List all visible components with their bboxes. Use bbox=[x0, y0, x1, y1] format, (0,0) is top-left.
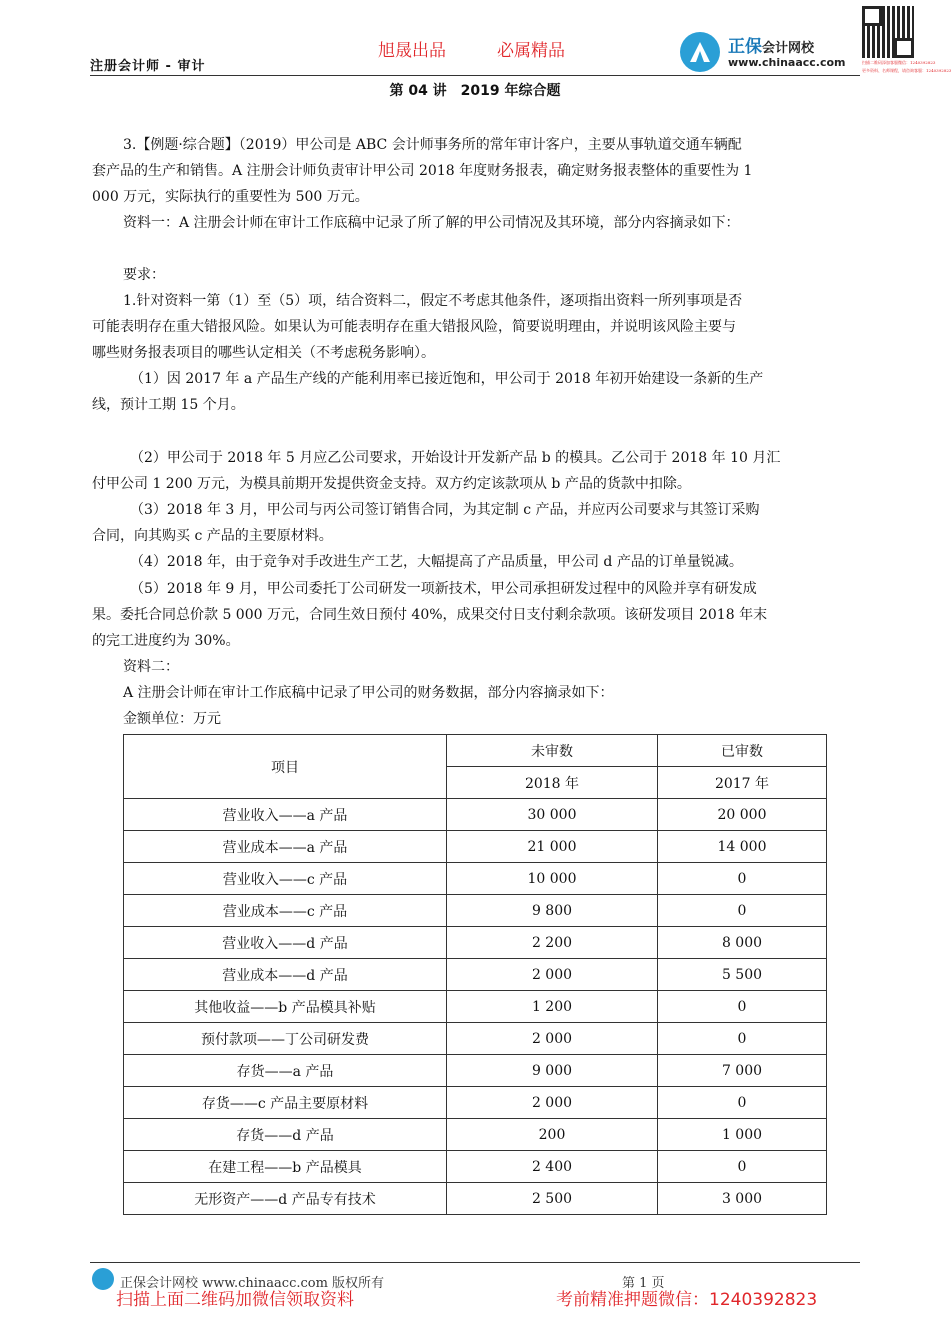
paragraph-line: 哪些财务报表项目的哪些认定相关（不考虑税务影响）。 bbox=[92, 345, 435, 361]
paragraph-line: 3.【例题·综合题】（2019）甲公司是 ABC 会计师事务所的常年审计客户，主要从事轨道交通车辆配 bbox=[123, 137, 742, 153]
table-row bbox=[124, 1055, 827, 1087]
cell-item: 其他收益——b 产品模具补贴 bbox=[124, 991, 447, 1023]
paragraph-line: 套产品的生产和销售。A 注册会计师负责审计甲公司 2018 年度财务报表，确定财务报表整体的重要性为 1 bbox=[92, 163, 753, 179]
cell-item: 营业收入——c 产品 bbox=[124, 863, 447, 895]
paragraph-line: （2）甲公司于 2018 年 5 月应乙公司要求，开始设计开发新产品 b 的模具。乙公司于 2018 年 10 月汇 bbox=[130, 450, 781, 466]
table-row bbox=[124, 1183, 827, 1215]
cell-unaudited: 2 200 bbox=[447, 927, 658, 959]
table-row bbox=[124, 991, 827, 1023]
paragraph-line: （1）因 2017 年 a 产品生产线的产能利用率已接近饱和，甲公司于 2018 年初开始建设一条新的生产 bbox=[130, 371, 764, 387]
cell-item: 营业成本——c 产品 bbox=[124, 895, 447, 927]
cell-audited: 0 bbox=[658, 863, 827, 895]
cell-audited: 0 bbox=[658, 1023, 827, 1055]
cell-audited: 0 bbox=[658, 895, 827, 927]
cell-item: 营业收入——d 产品 bbox=[124, 927, 447, 959]
cell-unaudited: 30 000 bbox=[447, 799, 658, 831]
footer-divider bbox=[90, 1262, 860, 1263]
cell-item: 营业成本——d 产品 bbox=[124, 959, 447, 991]
qr-code-icon bbox=[862, 6, 914, 58]
table-row bbox=[124, 895, 827, 927]
cell-audited: 3 000 bbox=[658, 1183, 827, 1215]
paragraph-line: （3）2018 年 3 月，甲公司与丙公司签订销售合同，为其定制 c 产品，并应丙公司要求与其签订采购 bbox=[130, 502, 760, 518]
paragraph-line: 资料二： bbox=[123, 659, 179, 675]
cell-item: 营业成本——a 产品 bbox=[124, 831, 447, 863]
paragraph-line: 的完工进度约为 30%。 bbox=[92, 633, 240, 649]
cell-audited: 8 000 bbox=[658, 927, 827, 959]
paragraph-line: 000 万元，实际执行的重要性为 500 万元。 bbox=[92, 189, 369, 205]
table-row bbox=[124, 959, 827, 991]
cell-audited: 5 500 bbox=[658, 959, 827, 991]
cell-item: 存货——c 产品主要原材料 bbox=[124, 1087, 447, 1119]
paragraph-line: 付甲公司 1 200 万元，为模具前期开发提供资金支持。双方约定该款项从 b 产品的货款中扣除。 bbox=[92, 476, 691, 492]
paragraph-line: 线，预计工期 15 个月。 bbox=[92, 397, 245, 413]
cell-unaudited: 10 000 bbox=[447, 863, 658, 895]
header-audited: 已审数 bbox=[658, 735, 827, 767]
cell-audited: 0 bbox=[658, 991, 827, 1023]
paragraph-line: 资料一：A 注册会计师在审计工作底稿中记录了所了解的甲公司情况及其环境，部分内容摘录如下： bbox=[123, 215, 740, 231]
header-slogan-2: 必属精品 bbox=[497, 41, 565, 61]
header-slogan-1: 旭晟出品 bbox=[378, 41, 446, 61]
footer-logo-icon bbox=[92, 1268, 114, 1290]
logo-brand: 正保 bbox=[728, 37, 762, 57]
cell-audited: 20 000 bbox=[658, 799, 827, 831]
paragraph-line: 要求： bbox=[123, 267, 165, 283]
cell-unaudited: 2 500 bbox=[447, 1183, 658, 1215]
cell-unaudited: 9 000 bbox=[447, 1055, 658, 1087]
table-header-row bbox=[124, 735, 827, 767]
cell-item: 预付款项——丁公司研发费 bbox=[124, 1023, 447, 1055]
cell-unaudited: 2 400 bbox=[447, 1151, 658, 1183]
paragraph-line: 1.针对资料一第（1）至（5）项，结合资料二，假定不考虑其他条件，逐项指出资料一所列事项是否 bbox=[123, 293, 743, 309]
paragraph-line: 金额单位：万元 bbox=[123, 711, 221, 727]
cell-audited: 0 bbox=[658, 1087, 827, 1119]
cell-item: 在建工程——b 产品模具 bbox=[124, 1151, 447, 1183]
footer-watermark-1: 扫描上面二维码加微信领取资料 bbox=[116, 1290, 354, 1310]
header-year-2017: 2017 年 bbox=[658, 767, 827, 799]
qr-caption-2: 更多资料、名师课程，请咨询客服：1240392823 bbox=[862, 68, 951, 73]
cell-audited: 0 bbox=[658, 1151, 827, 1183]
table-row bbox=[124, 1023, 827, 1055]
cell-unaudited: 9 800 bbox=[447, 895, 658, 927]
header-divider bbox=[90, 75, 860, 76]
table-row bbox=[124, 1151, 827, 1183]
table-row bbox=[124, 863, 827, 895]
cell-unaudited: 2 000 bbox=[447, 1023, 658, 1055]
cell-unaudited: 1 200 bbox=[447, 991, 658, 1023]
paragraph-line: 果。委托合同总价款 5 000 万元，合同生效日预付 40%，成果交付日支付剩余款项。该研发项目 2018 年末 bbox=[92, 607, 768, 623]
paragraph-line: A 注册会计师在审计工作底稿中记录了甲公司的财务数据，部分内容摘录如下： bbox=[123, 685, 614, 701]
chinaacc-logo bbox=[680, 30, 860, 74]
table-row bbox=[124, 927, 827, 959]
paragraph-line: 合同，向其购买 c 产品的主要原材料。 bbox=[92, 528, 333, 544]
header-subject: 注册会计师 - 审计 bbox=[90, 59, 206, 74]
cell-audited: 14 000 bbox=[658, 831, 827, 863]
table-row bbox=[124, 799, 827, 831]
footer-watermark-2: 考前精准押题微信：1240392823 bbox=[556, 1290, 818, 1310]
cell-unaudited: 21 000 bbox=[447, 831, 658, 863]
paragraph-line: 可能表明存在重大错报风险。如果认为可能表明存在重大错报风险，简要说明理由，并说明该风险主要与 bbox=[92, 319, 736, 335]
logo-url: www.chinaacc.com bbox=[728, 56, 846, 69]
cell-unaudited: 2 000 bbox=[447, 959, 658, 991]
table-row bbox=[124, 1119, 827, 1151]
financial-data-table bbox=[123, 734, 827, 1215]
cell-item: 存货——d 产品 bbox=[124, 1119, 447, 1151]
qr-code bbox=[862, 6, 951, 86]
cell-audited: 1 000 bbox=[658, 1119, 827, 1151]
logo-icon bbox=[680, 32, 720, 72]
cell-item: 无形资产——d 产品专有技术 bbox=[124, 1183, 447, 1215]
logo-brand-sub: 会计网校 bbox=[762, 41, 815, 56]
paragraph-line: （4）2018 年，由于竞争对手改进生产工艺，大幅提高了产品质量，甲公司 d 产品的订单量锐减。 bbox=[130, 554, 743, 570]
paragraph-line: （5）2018 年 9 月，甲公司委托丁公司研发一项新技术，甲公司承担研发过程中的风险并享有研发成 bbox=[130, 581, 757, 597]
header-year-2018: 2018 年 bbox=[447, 767, 658, 799]
cell-audited: 7 000 bbox=[658, 1055, 827, 1087]
footer-page-number: 第 1 页 bbox=[622, 1276, 665, 1291]
table-row bbox=[124, 831, 827, 863]
qr-caption-1: 扫描二维码添加客服微信：1240392823 bbox=[862, 60, 936, 65]
cell-item: 存货——a 产品 bbox=[124, 1055, 447, 1087]
cell-unaudited: 200 bbox=[447, 1119, 658, 1151]
footer-copyright: 正保会计网校 www.chinaacc.com 版权所有 bbox=[120, 1276, 385, 1291]
cell-item: 营业收入——a 产品 bbox=[124, 799, 447, 831]
page-title: 第 04 讲 2019 年综合题 bbox=[389, 83, 561, 99]
header-unaudited: 未审数 bbox=[447, 735, 658, 767]
table-row bbox=[124, 1087, 827, 1119]
cell-unaudited: 2 000 bbox=[447, 1087, 658, 1119]
header-item: 项目 bbox=[124, 735, 447, 799]
